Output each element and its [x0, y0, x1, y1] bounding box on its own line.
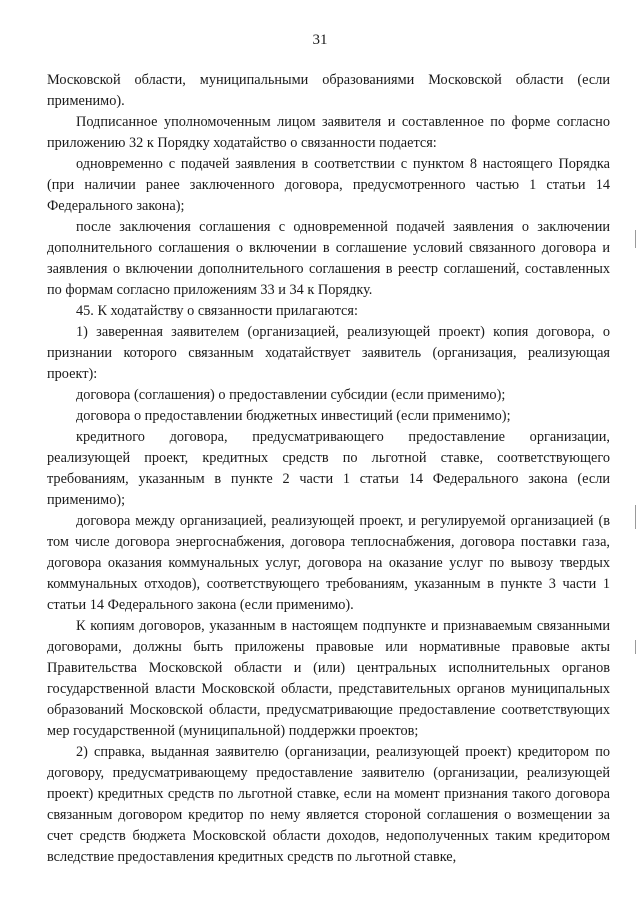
paragraph: Московской области, муниципальными образованиями Московской области (если применимо).: [47, 72, 610, 109]
paragraph: договора (соглашения) о предоставлении субсидии (если применимо);: [76, 387, 506, 403]
paragraph: 1) заверенная заявителем (организацией, реализующей проект) копия договора, о признании которого связанным ходатайствует заявитель (организация, реализующая проект):: [47, 324, 610, 382]
body-text: [47, 70, 610, 868]
page-number: 31: [312, 32, 328, 48]
paragraph: договора о предоставлении бюджетных инвестиций (если применимо);: [76, 408, 511, 424]
paragraph: 45. К ходатайству о связанности прилагаются:: [76, 303, 358, 319]
paragraph: после заключения соглашения с одновременной подачей заявления о заключении дополнительного соглашения о включении в соглашение условий связанного договора и заявления о включении дополнительного соглашения в реестр соглашений, составленных по формам согласно приложениям 33 и 34 к Порядку.: [47, 219, 610, 298]
paragraph: кредитного договора, предусматривающего предоставление организации, реализующей проект, кредитных средств по льготной ставке, соответствующего требованиям, указанным в пункте 2 части 1 статьи 14 Федерального закона (если применимо);: [47, 429, 610, 508]
paragraph: договора между организацией, реализующей проект, и регулируемой организацией (в том числе договора энергоснабжения, договора теплоснабжения, договора поставки газа, договора оказания коммунальных услуг, договора на оказание услуг по вывозу твердых коммунальных отходов), соответствующего требованиям, указанным в пункте 3 части 1 статьи 14 Федерального закона (если применимо).: [47, 513, 610, 613]
paragraph: К копиям договоров, указанным в настоящем подпункте и признаваемым связанными договорами, должны быть приложены правовые или нормативные правовые акты Правительства Московской области и (или) центральных исполнительных органов государственной власти Московской области, представительных органов муниципальных образований Московской области, предусматривающие предоставление соответствующих мер государственной (муниципальной) поддержки проектов;: [47, 618, 610, 739]
paragraph: 2) справка, выданная заявителю (организации, реализующей проект) кредитором по договору, предусматривающему предоставление заявителю (организации, реализующей проект) кредитных средств по льготной ставке, если на момент признания такого договора связанным договором кредитор по нему является стороной соглашения о возмещении за счет средств бюджета Московской области доходов, недополученных таким кредитором вследствие предоставления кредитных средств по льготной ставке,: [47, 744, 610, 865]
scan-edge-mark: [635, 230, 636, 248]
paragraph: одновременно с подачей заявления в соответствии с пунктом 8 настоящего Порядка (при наличии ранее заключенного договора, предусмотренного частью 1 статьи 14 Федерального закона);: [47, 156, 610, 214]
scan-edge-mark: [635, 640, 636, 654]
scan-edge-mark: [635, 505, 636, 529]
paragraph: Подписанное уполномоченным лицом заявителя и составленное по форме согласно приложению 32 к Порядку ходатайство о связанности подается:: [47, 114, 610, 151]
